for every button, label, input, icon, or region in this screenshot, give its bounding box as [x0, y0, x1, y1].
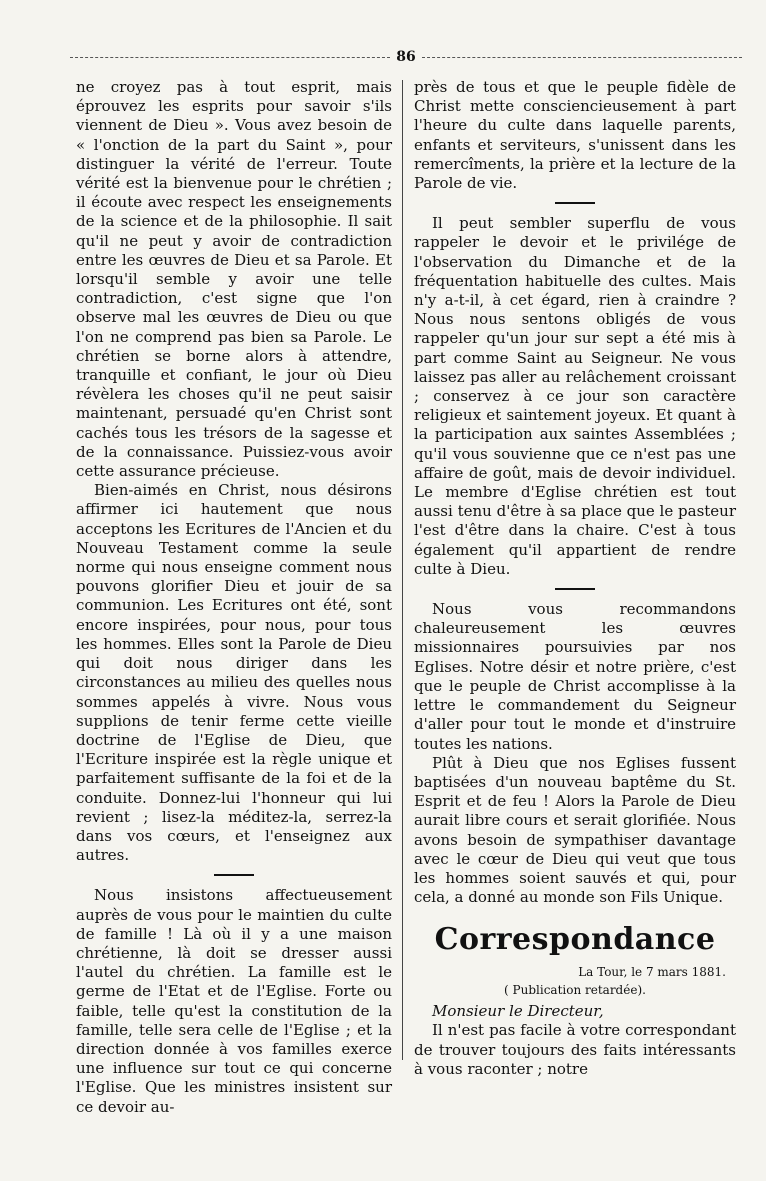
section-heading: Correspondance	[434, 922, 716, 958]
right-paragraph-1: près de tous et que le peuple fidèle de Christ mette consciencieusement à part l'heure du culte dans laquelle parents, enfants et serviteurs, s'unissent dans les remercîments, la prière et la lecture de la Parole de vie.	[414, 78, 736, 193]
left-paragraph-2: Bien-aimés en Christ, nous désirons affirmer ici hautement que nous acceptons les Ecritures de l'Ancien et du Nouveau Testament comme la seule norme qui nous enseigne comment nous pouvons glorifier Dieu et jouir de sa communion. Les Ecritures ont été, sont encore inspirées, pour nous, pour tous les hommes. Elles sont la Parole de Dieu qui doit nous diriger dans les circonstances au milieu des quelles nous sommes appelés à vivre. Nous vous supplions de tenir ferme cette vieille doctrine de l'Eglise de Dieu, que l'Ecriture inspirée est la règle unique et parfaitement suffisante de la foi et de la conduite. Donnez-lui l'honneur qui lui revient ; lisez-la méditez-la, serrez-la dans vos cœurs, et l'enseignez aux autres.	[76, 481, 392, 865]
publication-note: ( Publication retardée).	[504, 983, 646, 998]
right-paragraph-5: Il n'est pas facile à votre correspondant de trouver toujours des faits intéressants à vous raconter ; notre	[414, 1021, 736, 1078]
page-number: 86	[396, 49, 416, 65]
column-divider	[402, 80, 403, 1060]
section-dash	[214, 874, 254, 876]
right-paragraph-3: Nous vous recommandons chaleureusement les œuvres missionnaires poursuivies par nos Eglises. Notre désir et notre prière, c'est que le peuple de Christ accomplisse à la lettre le commandement du Seigneur d'aller pour tout le monde et d'instruire toutes les nations.	[414, 600, 736, 753]
section-dash	[555, 588, 595, 590]
right-paragraph-4: Plût à Dieu que nos Eglises fussent baptisées d'un nouveau baptême du St. Esprit et de feu ! Alors la Parole de Dieu aurait libre cours et serait glorifiée. Nous avons besoin de sympathiser davantage avec le cœur de Dieu qui veut que tous les hommes soient sauvés et qui, pour cela, a donné au monde son Fils Unique.	[414, 753, 736, 907]
salutation: Monsieur le Directeur,	[432, 1002, 604, 1021]
header-rule-right	[422, 57, 742, 58]
left-paragraph-1: ne croyez pas à tout esprit, mais éprouvez les esprits pour savoir s'ils viennent de Dieu ». Vous avez besoin de « l'onction de la part du Saint », pour distinguer la vérité de l'erreur. Toute vérité est la bienvenue pour le chrétien ; il écoute avec respect les enseignements de la science et de la philosophie. Il sait qu'il ne peut y avoir de contradiction entre les œuvres de Dieu et sa Parole. Et lorsqu'il semble y avoir une telle contradiction, c'est signe que l'on observe mal les œuvres de Dieu ou que l'on ne comprend pas bien sa Parole. Le chrétien se borne alors à attendre, tranquille et confiant, le jour où Dieu révèlera les choses qu'il ne peut saisir maintenant, persuadé qu'en Christ sont cachés tous les trésors de la sagesse et de la connaissance. Puissiez-vous avoir cette assurance précieuse.	[76, 78, 392, 481]
right-column	[414, 78, 736, 1079]
header-rule-left	[70, 57, 390, 58]
page-header	[70, 48, 742, 66]
right-paragraph-2: Il peut sembler superflu de vous rappeler le devoir et le privilége de l'observation du Dimanche et de la fréquentation habituelle des cultes. Mais n'y a-t-il, à cet égard, rien à craindre ? Nous nous sentons obligés de vous rappeler qu'un jour sur sept a été mis à part comme Saint au Seigneur. Ne vous laissez pas aller au relâchement croissant ; conservez à ce jour son caractère religieux et saintement joyeux. Et quant à la participation aux saintes Assemblées ; qu'il vous souvienne que ce n'est pas une affaire de goût, mais de devoir individuel. Le membre d'Eglise chrétien est tout aussi tenu d'être à sa place que le pasteur l'est d'être dans la chaire. C'est à tous également qu'il appartient de rendre culte à Dieu.	[414, 214, 736, 578]
left-paragraph-3: Nous insistons affectueusement auprès de vous pour le maintien du culte de famille ! Là où il y a une maison chrétienne, là doit se dresser aussi l'autel du chrétien. La famille est le germe de l'Etat et de l'Eglise. Forte ou faible, telle qu'est la constitution de la famille, telle sera celle de l'Eglise ; et la direction donnée à vos familles exerce une influence sur tout ce qui concerne l'Eglise. Que les ministres insistent sur ce devoir au-	[76, 886, 392, 1116]
section-dash	[555, 202, 595, 204]
dateline: La Tour, le 7 mars 1881.	[578, 965, 726, 980]
left-column	[76, 78, 392, 1117]
